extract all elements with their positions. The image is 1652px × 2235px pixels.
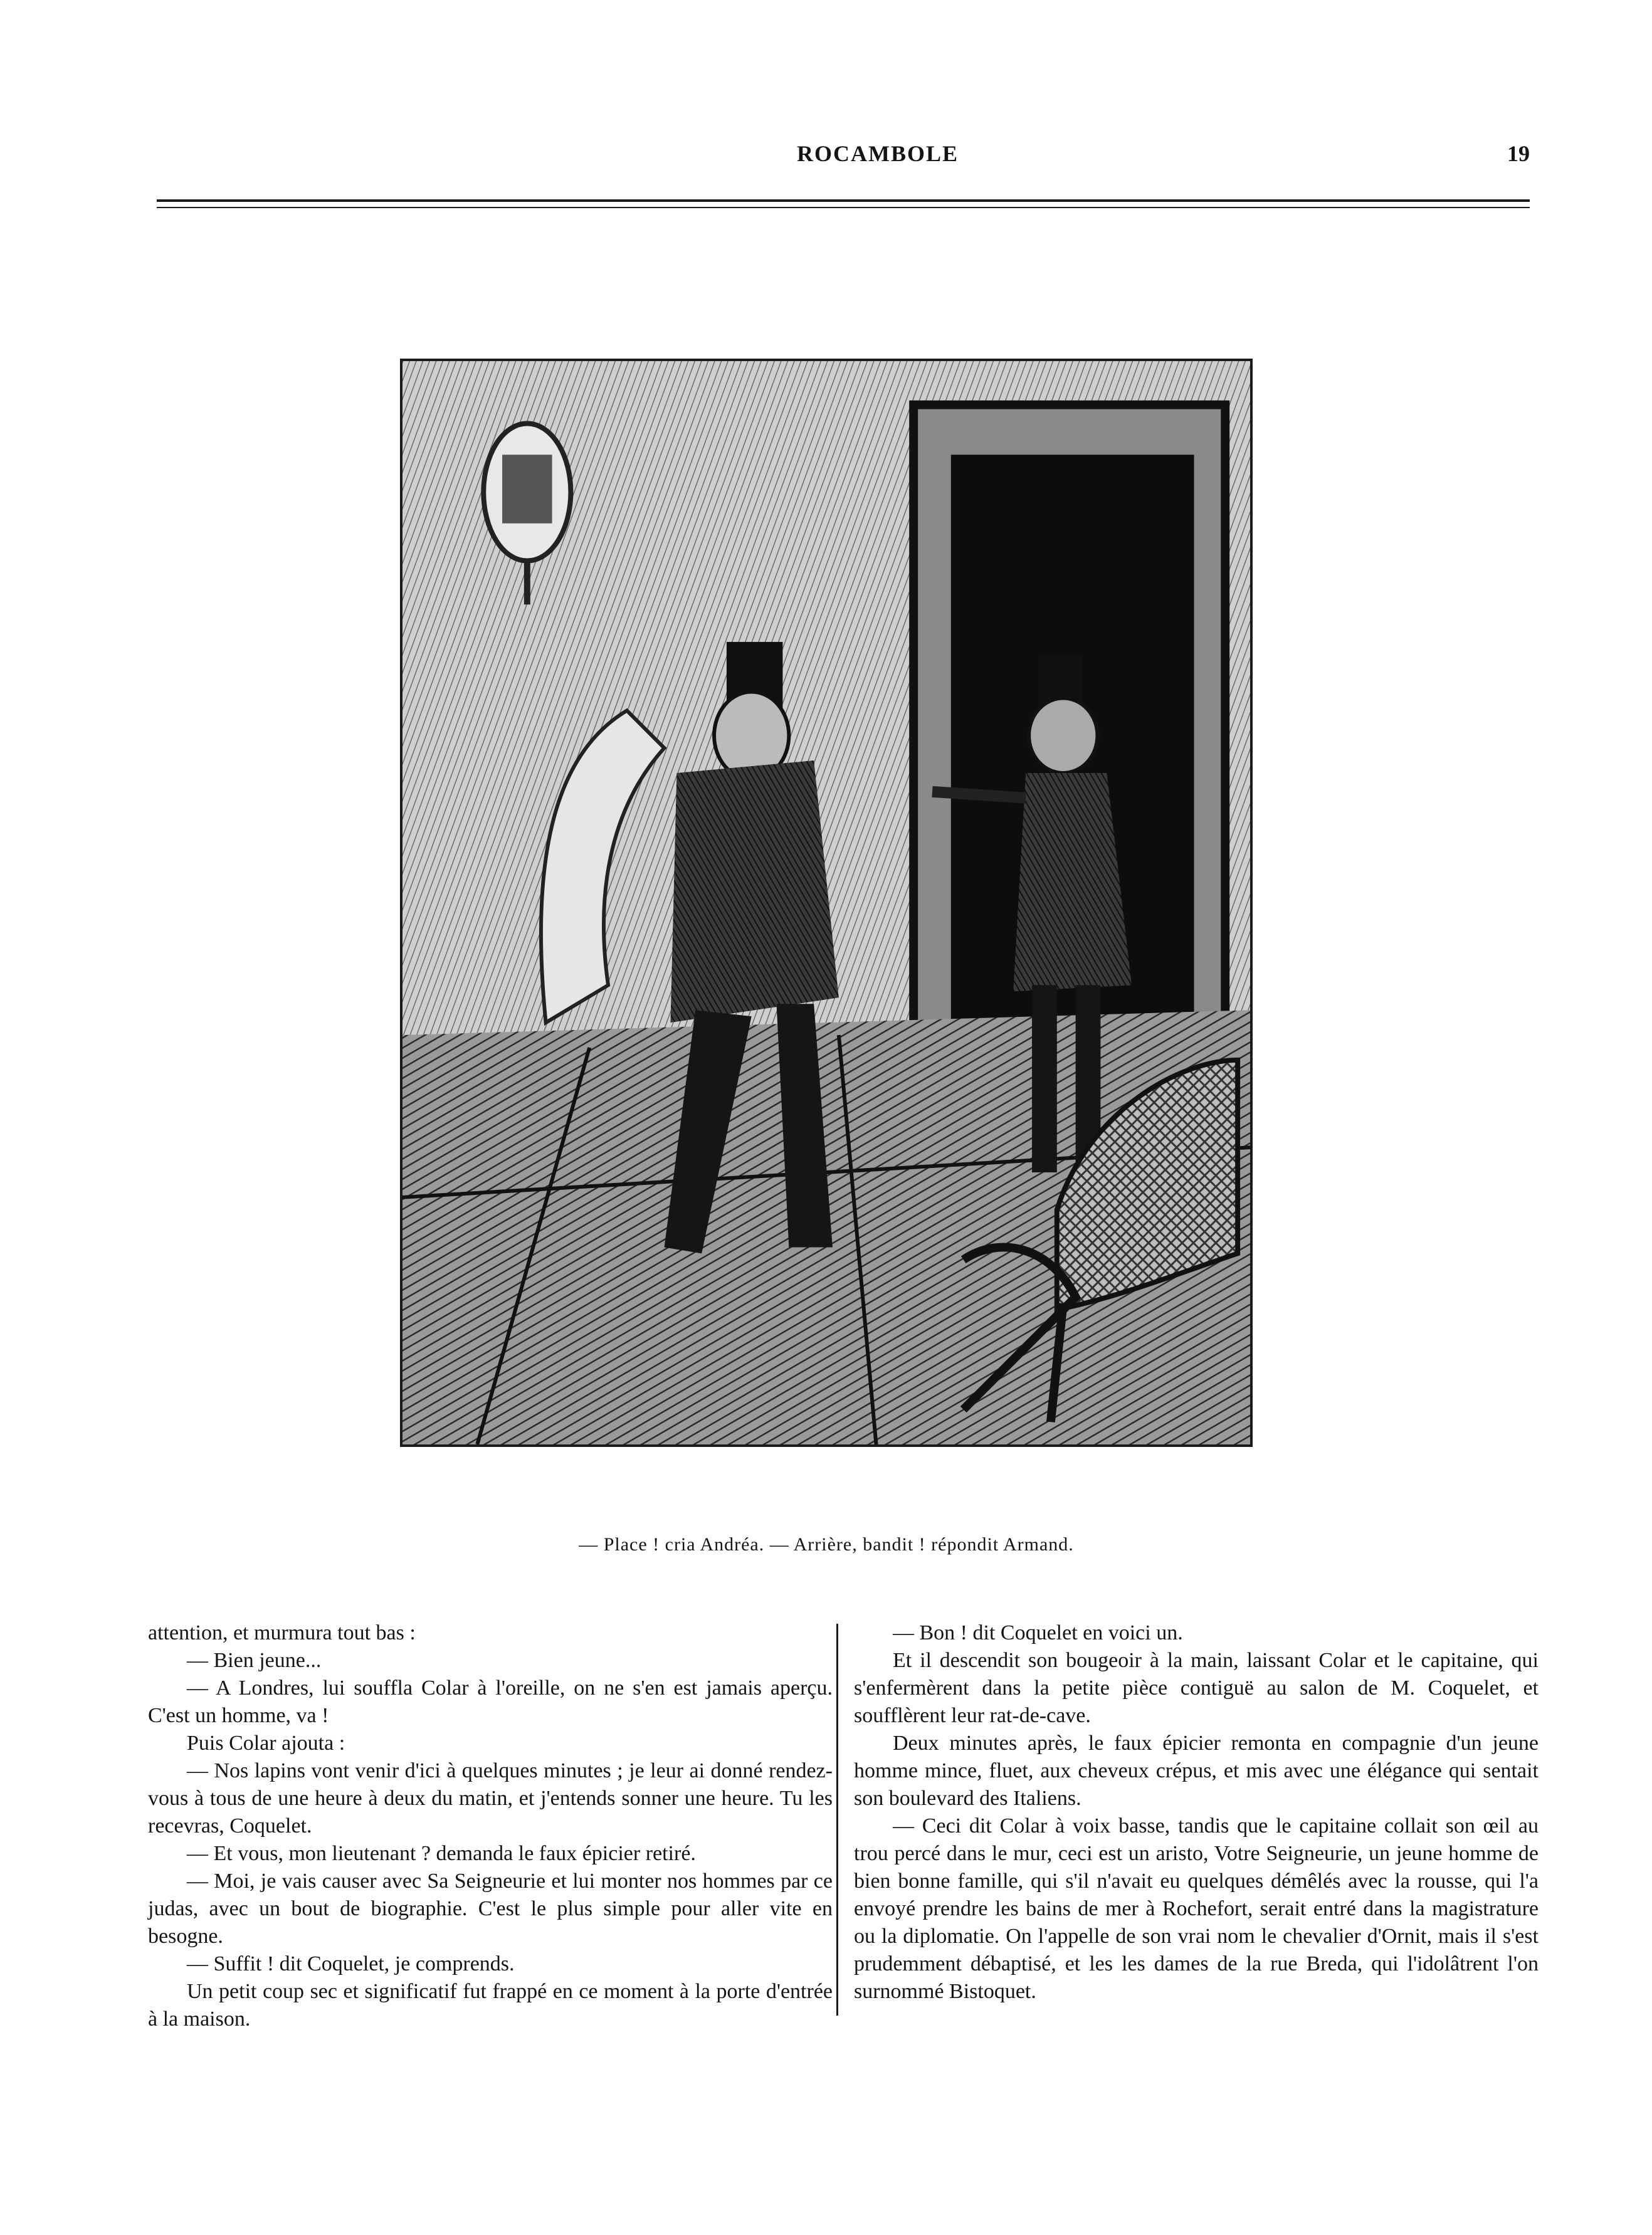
header-rule-thin (157, 207, 1530, 208)
paragraph: Et il descendit son bougeoir à la main, laissant Colar et le capitaine, qui s'enfermèrent dans la petite pièce contiguë au salon de M. Coquelet, et soufflèrent leur rat-de-cave. (854, 1649, 1539, 1727)
page-number: 19 (1507, 141, 1530, 166)
paragraph: Un petit coup sec et significatif fut frappé en ce moment à la porte d'entrée à la maison. (148, 1980, 833, 2031)
paragraph: — Bon ! dit Coquelet en voici un. (893, 1621, 1183, 1644)
running-head (157, 140, 1530, 178)
paragraph: — Moi, je vais causer avec Sa Seigneurie et lui monter nos hommes par ce judas, avec un bout de biographie. C'est le plus simple pour aller vite en besogne. (148, 1870, 833, 1948)
paragraph: — Suffit ! dit Coquelet, je comprends. (187, 1952, 515, 1975)
paragraph: — Ceci dit Colar à voix basse, tandis que le capitaine collait son œil au trou percé dans le mur, ceci est un aristo, Votre Seigneurie, un jeune homme de bien bonne famille, qui s'il n'avait eu quelques démêlés avec la rousse, qui l'a envoyé prendre les bains de mer à Rochefort, serait entré dans la magistrature ou la diplomatie. On l'appelle de son vrai nom le chevalier d'Ornit, mais il s'est prudemment débaptisé, et les les dames de la rue Breda, qui l'idolâtrent l'on surnommé Bistoquet. (854, 1814, 1539, 2003)
paragraph: — A Londres, lui souffla Colar à l'oreille, on ne s'en est jamais aperçu. C'est un homme, va ! (148, 1676, 833, 1727)
paragraph: — Bien jeune... (187, 1649, 322, 1672)
paragraph: Puis Colar ajouta : (187, 1732, 345, 1755)
column-divider (836, 1624, 838, 2016)
header-rule-thick (157, 199, 1530, 202)
engraving-scene-icon (402, 361, 1250, 1444)
running-title: ROCAMBOLE (796, 141, 959, 166)
paragraph: — Et vous, mon lieutenant ? demanda le faux épicier retiré. (187, 1842, 696, 1865)
engraving-illustration (400, 359, 1253, 1447)
illustration-caption: — Place ! cria Andréa. — Arrière, bandit ! répondit Armand. (579, 1534, 1074, 1555)
paragraph: — Nos lapins vont venir d'ici à quelques minutes ; je leur ai donné rendez-vous à tous de une heure à deux du matin, et j'entends sonner une heure. Tu les recevras, Coquelet. (148, 1759, 833, 1838)
right-column (854, 1619, 1539, 2006)
paragraph: Deux minutes après, le faux épicier remonta en compagnie d'un jeune homme mince, fluet, aux cheveux crépus, et mis avec une élégance qui sentait son boulevard des Italiens. (854, 1732, 1539, 1810)
paragraph: attention, et murmura tout bas : (148, 1621, 416, 1644)
left-column (148, 1619, 833, 2033)
